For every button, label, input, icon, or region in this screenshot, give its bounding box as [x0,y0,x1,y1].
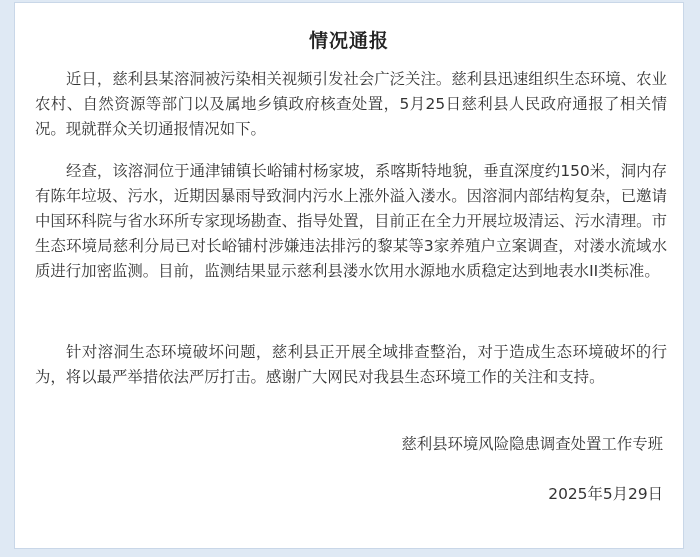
notice-title: 情况通报 [308,30,389,52]
notice-paragraph-1: 近日，慈利县某溶洞被污染相关视频引发社会广泛关注。慈利县迅速组织生态环境、农业农村、自然资源等部门以及属地乡镇政府核查处置，5月25日慈利县人民政府通报了相关情况。现就群众关切通报情况如下。 [35,70,667,138]
issuer-signature: 慈利县环境风险隐患调查处置工作专班 [401,435,663,453]
issue-date: 2025年5月29日 [548,485,663,503]
notice-paragraph-3: 针对溶洞生态环境破坏问题，慈利县正开展全域排查整治，对于造成生态环境破坏的行为，将以最严举措依法严厉打击。感谢广大网民对我县生态环境工作的关注和支持。 [35,343,667,386]
notice-paragraph-2: 经查，该溶洞位于通津铺镇长峪铺村杨家坡，系喀斯特地貌，垂直深度约150米，洞内存有陈年垃圾、污水，近期因暴雨导致洞内污水上涨外溢入溇水。因溶洞内部结构复杂，已邀请中国环科院与省水环所专家现场勘查、指导处置，目前正在全力开展垃圾清运、污水清理。市生态环境局慈利分局已对长峪铺村涉嫌违法排污的黎某等3家养殖户立案调查，对溇水流域水质进行加密监测。目前，监测结果显示慈利县溇水饮用水源地水质稳定达到地表水II类标准。 [35,162,667,280]
notice-card [14,2,684,549]
